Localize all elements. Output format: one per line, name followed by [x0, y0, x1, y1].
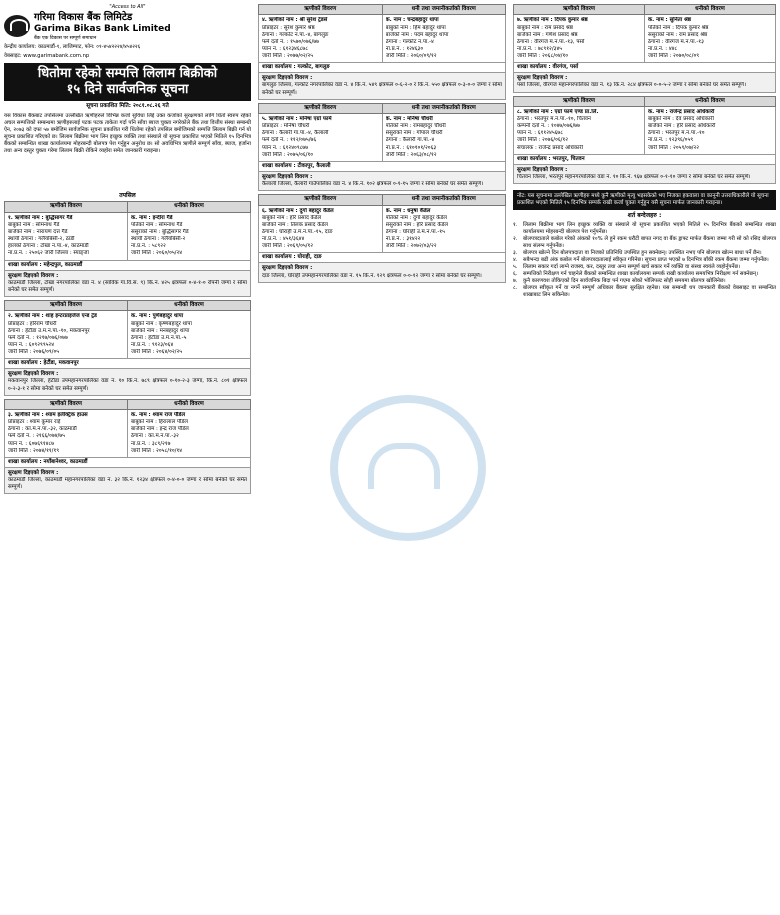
- column-3: [513, 4, 776, 299]
- borrower-line: ८. ऋणीको नाम : एग्रो फार्म एण्ड प्रा.लि.: [517, 108, 599, 115]
- borrower-line: ठेगाना : हेटौंडा उ.म.न.पा.-१०, मकवानपुर: [8, 327, 90, 334]
- owner-line: ना.प्र.नं. : १२४६३०: [385, 45, 424, 52]
- owner-line: ठेगाना : का.म.न.पा.-३२: [131, 433, 179, 440]
- owner-line: पतिको नाम : सोमनाथ गैंडे: [131, 221, 183, 228]
- borrower-line: ठेगाना : का.म.न.पा.-३२, काठमाडौं: [8, 426, 77, 433]
- borrower-line: १. ऋणीको नाम : बुद्धिसागर गैंडे: [8, 214, 73, 221]
- notice-intro: यस विकास बैंकबाट तपसिलमा उल्लेखित ऋणीहरुले विभिन्न कर्जा सुविधा लिई उक्त कर्जाको सुरक्षणको लागि धितो स्वरुप रहेको अचल सम्पत्तिको सम्बन्धमा ऋणीहरुलाई पटक पटक ताकेता गर्दा पनि साँवा ब्याज चुक्ता नगरेकोले बैंक तथा वित्तीय संस्था सम्बन्धी ऐन, २०७३ को दफा ५७ बमोजिम सार्वजनिक सूचना प्रकाशित गरी धितोमा रहेको तपसिल बमोजिमको सम्पत्ति लिलाम बिक्री गर्न यो सूचना प्रकाशित गरिएको छ। लिलाम बिक्रीमा भाग लिन इच्छुक व्यक्ति तथा संस्थाले यो सूचना प्रकाशित भएको मितिले १५ दिनभित्र बैंकको सम्बन्धित शाखा कार्यालयमा मोहरबन्दी बोलपत्र पेश गर्नुहुन अनुरोध छ। सो अवधिभित्र ऋणीले सम्पूर्ण साँवा, ब्याज, हर्जाना तथा अन्य दस्तुर चुक्ता गरेमा लिलाम बिक्री रोकिने व्यहोरा समेत जानकारी गराइन्छ।: [4, 112, 251, 154]
- owner-header: धनीको विवरण: [127, 400, 250, 409]
- term-item: [513, 236, 776, 250]
- owner-line: ससुराको नाम : हरि प्रसाद कँडेल: [385, 221, 449, 228]
- borrower-details: [514, 15, 644, 62]
- owner-header: धनी तथा जमानीकर्ताको विवरण: [382, 195, 506, 204]
- borrower-line: फर्म दर्ता नं. : १२१७/०७६/०७७: [8, 334, 68, 341]
- entry-details: [258, 114, 506, 162]
- owner-line: बाजेको नाम : पदम बहादुर थापा: [385, 31, 449, 38]
- borrower-line: ना.प्र.नं. : २५०६२ जारी जिल्ला : स्याङ्जा: [8, 250, 89, 257]
- borrower-line: प्यान नं. : ६१२४०९८७७: [262, 144, 309, 151]
- borrower-line: संचालक : राजेन्द्र प्रसाद अधिकारी: [517, 144, 583, 151]
- borrower-line: हालको ठेगाना : टोखा न.पा.-४, काठमाडौं: [8, 243, 89, 250]
- publication-date: सूचना प्रकाशित मिति: २०८१.०८.२६ गते: [86, 103, 169, 110]
- property-details: [258, 73, 506, 99]
- bank-watermark: [330, 395, 486, 541]
- owner-line: ना.प्र.नं. : ४४८: [648, 45, 678, 52]
- borrower-line: प्यान नं. : ६११२४५६७८: [517, 130, 564, 137]
- borrower-line: ५. ऋणीको नाम : मनिषा एग्रो फार्म: [262, 116, 332, 122]
- borrower-header: ऋणीको विवरण: [563, 6, 595, 12]
- borrower-line: फर्म दर्ता नं. : ११२/०७५/७६: [262, 137, 317, 144]
- term-text: लिलाम सकार गर्दा लाग्ने राजस्व, कर, दस्तुर तथा अन्य सम्पूर्ण खर्च सकार गर्ने व्यक्ति वा संस्था स्वयंले व्यहोर्नुपर्नेछ।: [523, 264, 741, 271]
- term-item: [513, 285, 776, 299]
- owner-line: क. नाम : श्याम राज पौडेल: [131, 412, 185, 419]
- term-number: ६.: [513, 271, 518, 278]
- owner-line: बाबुको नाम : हिरालाल पौडेल: [131, 419, 188, 426]
- branch-office: शाखा कार्यालय : हेटौंडा, मकवानपुर: [4, 359, 251, 369]
- branch-office: शाखा कार्यालय : नयाँबानेश्वर, काठमाडौं: [4, 458, 251, 468]
- property-details: [513, 165, 776, 184]
- note-banner: नोट: यस सूचनामा उल्लेखित ऋणीहरु मध्ये कुनै ऋणीको मृत्यु भइसकेको भए निजका हकवाला वा कानूनी उत्तराधिकारीले यो सूचना प्रकाशित भएको मितिले १५ दिनभित्र सम्पर्क राखी कर्जा चुक्ता गर्नुहुन यसै सूचना मार्फत जानकारी गराइन्छ।: [513, 190, 776, 210]
- owner-line: बाबुको नाम : कृष्णबहादुर थापा: [131, 320, 192, 327]
- notice-title-line-1: धितोमा रहेको सम्पत्ति लिलाम बिक्रीको: [37, 65, 218, 81]
- borrower-line: फर्म दर्ता नं. : २१६६/०७४/७५: [8, 433, 65, 440]
- borrower-line: जारी मिति : २०७७/०२/२५: [262, 53, 314, 59]
- owner-line: क. नाम : चन्द्रबहादुर थापा: [385, 17, 439, 24]
- borrower-line: जारी मिति : २०७६/०९/०५: [8, 349, 60, 356]
- borrower-line: ३. ऋणीको नाम : श्याम इलेक्ट्रिक हाउस: [8, 412, 88, 419]
- borrower-line: बाबुको नाम : हरि प्रसाद कँडेल: [262, 214, 322, 221]
- borrower-header: ऋणीको विवरण: [304, 104, 337, 111]
- borrower-line: जारी मिति : २०७५/०६/१०: [262, 151, 314, 158]
- owner-line: ठेगाना : कैलारी गा.पा.-४: [385, 137, 435, 144]
- property-text: कैलाली जिल्ला, कैलारी गाउँपालिका वडा नं. ४ कि.नं. १०२ क्षेत्रफल ०-१-१५ जग्गा र सोमा बनेको घर समेत सम्पूर्ण।: [262, 181, 484, 187]
- schedule-title: तपसिल: [119, 191, 136, 199]
- term-text: सम्पत्तिको निरीक्षण गर्न चाहनेले बैंकको सम्बन्धित शाखा कार्यालयमा सम्पर्क राखी कार्यालय समयभित्र निरीक्षण गर्न सक्नेछन्।: [523, 271, 759, 278]
- owner-header: धनीको विवरण: [127, 301, 250, 310]
- owner-line: क. नाम : राजेन्द्र प्रसाद अधिकारी: [648, 108, 715, 115]
- borrower-header: ऋणीको विवरण: [50, 203, 82, 210]
- term-text: कुनै कारणवश तोकिएको दिन सार्वजनिक बिदा पर्न गएमा सोको भोलिपल्ट सोही समयमा बोलपत्र खोलिनेछ।: [523, 278, 726, 285]
- borrower-header: ऋणीको विवरण: [304, 6, 337, 12]
- contact-line: केन्द्रीय कार्यालय: काठमाडौं-१, लाजिम्पाट, फोन: ०१-४५४२२२४/४५४२२६: [4, 43, 141, 50]
- borrower-line: बाबुको नाम : राम प्रसाद श्रेष्ठ: [517, 24, 573, 31]
- owner-details: [382, 206, 506, 253]
- term-item: [513, 278, 776, 285]
- borrower-line: बाजेको नाम : नारायण दत्त गैंडे: [8, 229, 68, 236]
- owner-line: ससुराको नाम : बुद्धिसागर गैंडे: [131, 229, 189, 236]
- property-title: सुरक्षण दिइएको विवरण :: [8, 469, 59, 476]
- owner-line: ठेगाना : वीरगंज म.न.पा.-१३: [648, 38, 704, 45]
- term-text: बोलपत्र खोल्ने दिन बोलपत्रदाता वा निजको प्रतिनिधि उपस्थित हुन सक्नेछन्। उपस्थित नभए पनि बोलपत्र खोल्न बाधा पर्ने छैन।: [523, 250, 762, 257]
- owner-line: स्थायी ठेगाना : गलैयाँबेसी-२: [131, 236, 186, 243]
- entry-gap: [258, 283, 506, 286]
- borrower-details: [5, 311, 127, 358]
- borrower-details: [259, 206, 382, 253]
- bank-tagline: बैंक एक विकास पर सम्पूर्ण समाधान: [34, 35, 97, 41]
- owner-line: ससुराको नाम : राम प्रसाद श्रेष्ठ: [648, 31, 708, 38]
- entry-details: [513, 107, 776, 155]
- term-text: बोलपत्रदाताले कबोल गरेको अंकको १०% ले हुने रकम धरौटी बापत नगद वा बैंक ड्राफ्ट मार्फत बैंकमा जम्मा गरी सो को रसिद बोलपत्र साथ संलग्न गर्नुपर्नेछ।: [523, 236, 776, 250]
- borrower-line: जारी मिति : २०७६/०६/१२: [517, 137, 569, 144]
- borrower-line: जारी मिति : २०६९/०५/१२: [262, 243, 314, 250]
- branch-office: शाखा कार्यालय : घोराही, दाङ: [258, 253, 506, 263]
- entries-col1: [4, 201, 251, 497]
- borrower-line: ठेगाना : कैलारी गा.पा.-४, कैलाली: [262, 130, 329, 137]
- owner-line: ना.प्र.नं. : ६१०१०१/२०६३: [385, 144, 437, 151]
- owner-line: जारी मिति : २०६०/०५/२४: [131, 250, 183, 257]
- entry-header: [4, 201, 251, 212]
- owner-line: ना.प्र.नं. : ५८९२२: [131, 243, 166, 250]
- owner-line: पतिको नाम : दुर्गा बहादुर कँडेल: [385, 214, 447, 221]
- borrower-line: बाबुको नाम : सोमनाथ गैंडे: [8, 221, 60, 228]
- branch-office: शाखा कार्यालय : वीरगंज, पर्सा: [513, 63, 776, 73]
- column-2: [258, 4, 506, 286]
- owner-line: क. नाम : इन्दीरा गैंडे: [131, 214, 173, 221]
- property-details: [258, 263, 506, 282]
- borrower-line: ना.प्र.नं. : ७८९१२/३४५: [517, 45, 563, 52]
- owner-line: जारी मिति : २०६३/०८/१२: [385, 151, 437, 158]
- term-number: ५.: [513, 264, 518, 271]
- term-number: ८.: [513, 285, 518, 292]
- term-number: ४.: [513, 257, 518, 264]
- borrower-line: बाजेको नाम : गणेश प्रसाद श्रेष्ठ: [517, 31, 578, 38]
- branch-office: शाखा कार्यालय : गल्कोट, बागलुङ: [258, 63, 506, 73]
- borrower-details: [5, 410, 127, 457]
- term-item: [513, 264, 776, 271]
- borrower-details: [5, 213, 127, 260]
- borrower-details: [514, 107, 644, 154]
- owner-header: धनी तथा जमानीकर्ताको विवरण: [382, 104, 506, 113]
- entries-col3: [513, 4, 776, 187]
- term-number: ३.: [513, 250, 518, 257]
- term-text: बोलपत्र स्वीकृत गर्ने वा नगर्ने सम्पूर्ण अधिकार बैंकमा सुरक्षित रहनेछ। यस सम्बन्धी थप जानकारी बैंकको वेबसाइट वा सम्बन्धित शाखाबाट लिन सकिनेछ।: [523, 285, 776, 298]
- term-item: [513, 271, 776, 278]
- entry-header: [258, 4, 506, 15]
- owner-details: [644, 15, 775, 62]
- entry-header: [258, 103, 506, 114]
- borrower-line: ठेगाना : घोराही उ.म.न.पा.-१५, दाङ: [262, 228, 333, 235]
- entry-gap: [4, 494, 251, 497]
- owner-line: जारी मिति : २०५९/०७/२२: [648, 144, 700, 151]
- owner-line: ठेगाना : हेटौंडा उ.म.न.पा.-५: [131, 334, 187, 341]
- property-details: [513, 73, 776, 92]
- term-item: [513, 257, 776, 264]
- owner-line: ठेगाना : भरतपुर म.न.पा.-१०: [648, 130, 705, 137]
- entry-header: [513, 96, 776, 107]
- term-item: [513, 222, 776, 236]
- entry-details: [4, 410, 251, 458]
- owner-line: बाजेको नाम : हरि प्रसाद अधिकारी: [648, 123, 716, 130]
- property-details: [258, 172, 506, 191]
- borrower-line: कम्पनी दर्ता नं. : १०४७/०७६/७७: [517, 123, 580, 130]
- owner-line: क. नाम : सुनिता श्रेष्ठ: [648, 17, 691, 24]
- property-text: चितवन जिल्ला, भरतपुर महानगरपालिका वडा नं. १० कि.नं. ९६७ क्षेत्रफल ०-१-१० जग्गा र सोमा बनेको घर समेत सम्पूर्ण।: [517, 173, 751, 180]
- entry-details: [258, 15, 506, 63]
- property-details: [4, 271, 251, 297]
- property-title: सुरक्षण दिइएको विवरण :: [517, 75, 568, 82]
- borrower-header: ऋणीको विवरण: [304, 196, 337, 203]
- borrower-line: ठेगाना : वीरगंज म.न.पा.-१३, पर्सा: [517, 38, 585, 45]
- notice-title: [4, 63, 251, 102]
- property-text: बागलुङ जिल्ला, गल्कोट नगरपालिका वडा नं. ४ कि.नं. ५४९ क्षेत्रफल ०-६-२-० र कि.नं. ५५० क्षेत्रफल ०-३-०-० जग्गा र सोमा बनेको घर सम्पूर्ण।: [262, 82, 502, 96]
- owner-line: ना.प्र.नं. : ३८९/२१७: [131, 440, 171, 447]
- owner-line: ना.प्र.नं. : ३१४२२: [385, 236, 421, 242]
- owner-header: धनीको विवरण: [644, 5, 775, 14]
- owner-line: ठेगाना : गल्कोट न.पा.-४: [385, 38, 434, 45]
- property-text: काठमाडौं जिल्ला, काठमाडौं महानगरपालिका वडा नं. ३२ कि.नं. १२३४ क्षेत्रफल ०-४-०-० जग्गा र सोमा बनेको घर समेत सम्पूर्ण।: [8, 477, 247, 491]
- terms-list: [513, 222, 776, 299]
- borrower-line: ठेगाना : भरतपुर म.न.पा.-१०, चितवन: [517, 116, 591, 122]
- borrower-line: प्यान नं. : ६०९२९९५२४: [8, 341, 55, 348]
- bank-name-english: Garima Bikas Bank Limited: [34, 23, 171, 34]
- owner-details: [127, 410, 250, 457]
- bank-logo-icon: [4, 15, 30, 37]
- property-title: सुरक्षण दिइएको विवरण :: [517, 166, 568, 173]
- borrower-header: ऋणीको विवरण: [50, 400, 82, 407]
- owner-line: जारी मिति : २०५८/१०/१४: [131, 447, 183, 454]
- owner-details: [382, 114, 506, 161]
- term-number: २.: [513, 236, 518, 243]
- entries-col2: [258, 4, 506, 286]
- owner-line: पतिको नाम : दिपक कुमार श्रेष्ठ: [648, 24, 709, 31]
- property-details: [4, 468, 251, 494]
- borrower-line: ना.प्र.नं. : ४५१/३६४४: [262, 236, 305, 242]
- notice-title-line-2: १५ दिने सार्वजनिक सूचना: [66, 81, 189, 97]
- owner-line: ना.प्र.नं. : ९१२३/०६४: [131, 341, 174, 348]
- borrower-line: जारी मिति : २०७४/११/१९: [8, 447, 60, 454]
- borrower-details: [259, 15, 382, 62]
- entry-details: [4, 213, 251, 261]
- owner-line: ठेगाना : घोराही उ.म.न.पा.-१५: [385, 228, 445, 235]
- owner-line: जारी मिति : २०६०/०९/१२: [385, 53, 437, 59]
- borrower-line: प्यान नं. : ६१२३४६८७८: [262, 45, 309, 52]
- property-text: दाङ जिल्ला, घोराही उपमहानगरपालिका वडा नं. १५ कि.नं. १२९ क्षेत्रफल ०-०-१२ जग्गा र सोमा बनेको घर सम्पूर्ण।: [262, 272, 482, 279]
- owner-header: धनीको विवरण: [127, 202, 250, 211]
- branch-office: शाखा कार्यालय : टीकापुर, कैलाली: [258, 162, 506, 172]
- borrower-line: ६. ऋणीको नाम : दुर्गा बहादुर कँडेल: [262, 207, 334, 214]
- owner-line: बाबुको नाम : देव प्रसाद अधिकारी: [648, 116, 714, 122]
- borrower-line: स्थायी ठेगाना : गलैयाँबेसी-२, ठाडी: [8, 236, 75, 243]
- entry-header: [4, 399, 251, 410]
- owner-line: क. नाम : धनुषा कँडेल: [385, 207, 431, 214]
- owner-details: [127, 311, 250, 358]
- bank-name-nepali: गरिमा विकास बैंक लिमिटेड: [34, 11, 133, 23]
- entry-details: [4, 311, 251, 359]
- property-title: सुरक्षण दिइएको विवरण :: [8, 272, 59, 279]
- borrower-line: ७. ऋणीको नाम : दिपक कुमार श्रेष्ठ: [517, 17, 588, 24]
- entry-header: [258, 194, 506, 205]
- owner-details: [644, 107, 775, 154]
- borrower-line: ४. ऋणीको नाम : श्री सुरेश ट्रेडर्स: [262, 17, 328, 24]
- terms-title: शर्त बन्देजहरु :: [627, 212, 662, 220]
- owner-header: धनी तथा जमानीकर्ताको विवरण: [382, 5, 506, 14]
- branch-office: शाखा कार्यालय : भरतपुर, चितवन: [513, 155, 776, 165]
- owner-details: [127, 213, 250, 260]
- term-text: लिलाम बिक्रीमा भाग लिन इच्छुक व्यक्ति वा संस्थाले यो सूचना प्रकाशित भएको मितिले १५ दिनभित्र बैंकको सम्बन्धित शाखा कार्यालयमा मोहरबन्दी बोलपत्र पेश गर्नुपर्नेछ।: [523, 222, 776, 236]
- entry-header: [513, 4, 776, 15]
- owner-details: [382, 15, 506, 62]
- owner-line: क. नाम : पुर्णबहादुर थापा: [131, 313, 184, 320]
- borrower-line: ठेगाना : गल्कोट न.पा.-४, बागलुङ: [262, 31, 329, 38]
- website-line: वेबसाइट: www.garimabank.com.np: [4, 52, 90, 59]
- borrower-line: फर्म दर्ता नं. : १५७०/०७६/७७: [262, 38, 319, 45]
- entry-details: [513, 15, 776, 63]
- owner-line: जारी मिति : २०७२/०३/२२: [385, 243, 437, 250]
- property-title: सुरक्षण दिइएको विवरण :: [262, 173, 313, 180]
- entry-details: [258, 206, 506, 254]
- property-details: [4, 369, 251, 395]
- borrower-line: प्रोप्राइटर : हरिराम चौधरी: [8, 320, 57, 327]
- masthead: [4, 11, 251, 42]
- owner-line: ना.प्र.नं. : १२३९६/०५९: [648, 137, 694, 144]
- property-text: पर्सा जिल्ला, वीरगंज महानगरपालिका वडा नं. १३ कि.नं. २८४ क्षेत्रफल ०-०-५-२ जग्गा र सोमा बनेको घर समेत सम्पूर्ण।: [517, 82, 746, 89]
- borrower-header: ऋणीको विवरण: [50, 302, 82, 309]
- owner-line: जारी मिति : २०६४/०२/२५: [131, 349, 183, 356]
- term-number: १.: [513, 222, 518, 229]
- property-title: सुरक्षण दिइएको विवरण :: [262, 75, 313, 82]
- owner-header: धनीको विवरण: [644, 97, 775, 106]
- access-slogan: "Access to All": [109, 4, 146, 10]
- column-1: [4, 4, 251, 497]
- property-text: मकवानपुर जिल्ला, हेटौंडा उपमहानगरपालिका वडा नं. १० कि.नं. ७८९ क्षेत्रफल ०-१०-२-३ जग्गा, कि.नं. ८०१ क्षेत्रफल ०-२-३-१ र सोमा बनेको घर समेत सम्पूर्ण।: [8, 378, 247, 392]
- term-text: सबैभन्दा बढी अंक कबोल गर्ने बोलपत्रदातालाई स्वीकृत गरिनेछ। सूचना प्राप्त भएको ७ दिनभित्र बाँकी रकम बैंकमा जम्मा गर्नुपर्नेछ।: [523, 257, 769, 264]
- borrower-line: प्रोप्राइटर : सुरेश कुमार श्रेष्ठ: [262, 24, 315, 31]
- borrower-line: बाजेको नाम : तिलक प्रसाद कँडेल: [262, 221, 328, 228]
- borrower-details: [259, 114, 382, 161]
- owner-line: क. नाम : मनिषा चौधरी: [385, 116, 433, 122]
- owner-line: बाजेको नाम : इन्द्र राज पौडेल: [131, 426, 189, 433]
- borrower-line: प्रोप्राइटर : श्याम कुमार राई: [8, 419, 61, 426]
- borrower-line: प्रोप्राइटर : मनिषा चौधरी: [262, 123, 310, 130]
- borrower-line: प्यान नं. : ६०७६९१४८७: [8, 440, 55, 447]
- borrower-line: जारी मिति : २०६८/०४/१०: [517, 53, 569, 59]
- owner-line: बाजेको नाम : मनबहादुर थापा: [131, 327, 190, 334]
- property-text: काठमाडौं जिल्ला, टोखा नगरपालिका वडा नं. ४ (साविक गा.वि.स. ९) कि.नं. ४२५ क्षेत्रफल ०-४-१-० रोपनी जग्गा र सोमा बनेको घर समेत सम्पूर्ण।: [8, 279, 247, 293]
- owner-line: बाबुको नाम : हिम बहादुर थापा: [385, 24, 446, 31]
- property-title: सुरक्षण दिइएको विवरण :: [8, 371, 59, 378]
- owner-line: जारी मिति : २०७०/०८/०९: [648, 53, 700, 59]
- branch-office: शाखा कार्यालय : महेन्द्रपुल, काठमाडौं: [4, 261, 251, 271]
- borrower-header: ऋणीको विवरण: [563, 97, 595, 104]
- property-title: सुरक्षण दिइएको विवरण :: [262, 265, 313, 272]
- entry-header: [4, 300, 251, 311]
- owner-line: पतिको नाम : रामबहादुर चौधरी: [385, 123, 446, 130]
- borrower-line: २. ऋणीको नाम : शाह इन्टरप्राइजेज एन्ड ट्रेड: [8, 313, 97, 320]
- owner-line: ससुराको नाम : गोपाल चौधरी: [385, 130, 443, 137]
- term-number: ७.: [513, 278, 518, 285]
